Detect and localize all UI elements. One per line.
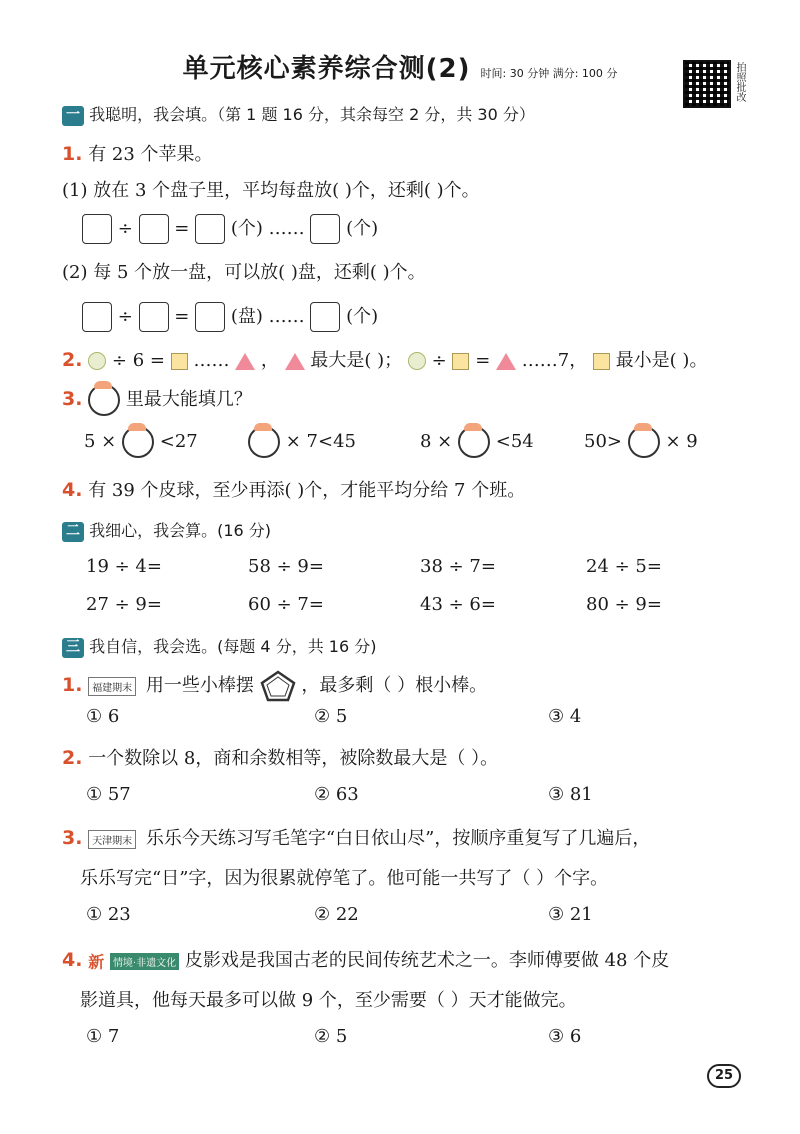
unit: (个): [346, 306, 379, 327]
answer-box[interactable]: [195, 214, 225, 244]
q1-3-expr1: [84, 426, 198, 458]
q1-1: [62, 140, 213, 166]
q1-3-expr4: [584, 426, 698, 458]
question-number: 4.: [62, 949, 83, 971]
answer-box[interactable]: [82, 214, 112, 244]
option[interactable]: ② 5: [314, 1026, 348, 1047]
expr-part: ÷ 6 =: [111, 350, 165, 371]
q3-2: [62, 744, 498, 770]
question-number: 3.: [62, 388, 83, 410]
unit: (个): [230, 218, 263, 239]
op-equals: =: [174, 218, 190, 239]
exam-meta: 时间: 30 分钟 满分: 100 分: [480, 67, 618, 80]
section-1-header: [62, 102, 535, 126]
expr-part: 最大是( )；: [310, 350, 403, 371]
answer-box[interactable]: [139, 214, 169, 244]
section-2-title: 我细心，我会算。(16 分): [89, 521, 272, 540]
expr-part: ÷: [431, 350, 447, 371]
calc-item: 58 ÷ 9=: [248, 556, 324, 577]
question-text: 用一些小棒摆: [145, 675, 254, 696]
unit: (盘): [230, 306, 263, 327]
pentagon-icon: [260, 670, 296, 702]
answer-box[interactable]: [310, 214, 340, 244]
expr-part: × 9: [665, 431, 698, 452]
option[interactable]: ② 63: [314, 784, 359, 805]
answer-ring[interactable]: [122, 426, 154, 458]
square-shape-icon: [171, 353, 188, 370]
section-1-title: 我聪明，我会填。（第 1 题 16 分，其余每空 2 分，共 30 分）: [89, 105, 535, 124]
calc-item: 80 ÷ 9=: [586, 594, 662, 615]
op-equals: =: [174, 306, 190, 327]
expr-part: <27: [159, 431, 198, 452]
answer-box[interactable]: [139, 302, 169, 332]
answer-ring[interactable]: [628, 426, 660, 458]
answer-ring[interactable]: [248, 426, 280, 458]
option[interactable]: ③ 6: [548, 1026, 582, 1047]
question-number: 3.: [62, 827, 83, 849]
q3-3-line2: 乐乐写完“日”字，因为很累就停笔了。他可能一共写了（ ）个字。: [80, 868, 609, 889]
option[interactable]: ① 7: [86, 1026, 120, 1047]
option[interactable]: ③ 21: [548, 904, 593, 925]
answer-ring[interactable]: [458, 426, 490, 458]
q1-1-equation1: [82, 214, 378, 244]
section-1-icon: 一: [62, 106, 84, 126]
q1-2: [62, 346, 707, 372]
question-number: 2.: [62, 747, 83, 769]
qr-label: 拍照批改: [734, 62, 745, 102]
calc-item: 60 ÷ 7=: [248, 594, 324, 615]
q1-3-expr3: [420, 426, 534, 458]
section-3-icon: 三: [62, 638, 84, 658]
question-text: 有 39 个皮球，至少再添( )个，才能平均分给 7 个班。: [88, 480, 526, 501]
expr-part: ，: [260, 350, 279, 371]
option[interactable]: ② 5: [314, 706, 348, 727]
context-tag: 情境·非遗文化: [110, 953, 179, 970]
q1-1-part1: (1) 放在 3 个盘子里，平均每盘放( )个，还剩( )个。: [62, 180, 480, 201]
square-shape-icon: [593, 353, 610, 370]
q3-4-line1: [62, 946, 669, 973]
qr-code-icon[interactable]: [683, 60, 731, 108]
q1-1-equation2: [82, 302, 378, 332]
source-tag: 福建期末: [88, 677, 136, 696]
square-shape-icon: [452, 353, 469, 370]
circle-shape-icon: [88, 352, 106, 370]
answer-box[interactable]: [82, 302, 112, 332]
question-number: 4.: [62, 479, 83, 501]
q3-1: [62, 670, 487, 702]
expr-part: 最小是( )。: [615, 350, 708, 371]
triangle-shape-icon: [496, 353, 516, 370]
answer-box[interactable]: [195, 302, 225, 332]
question-text: 里最大能填几？: [125, 389, 252, 410]
expr-part: ……7，: [521, 350, 588, 371]
op-divide: ÷: [117, 306, 133, 327]
q1-3-expr2: [248, 426, 356, 458]
answer-box[interactable]: [310, 302, 340, 332]
question-number: 1.: [62, 143, 83, 165]
q3-3-line1: [62, 824, 650, 850]
question-number: 2.: [62, 349, 83, 371]
option[interactable]: ③ 81: [548, 784, 593, 805]
q3-4-line2: 影道具，他每天最多可以做 9 个，至少需要（ ）天才能做完。: [80, 990, 577, 1011]
remainder-dots: ……: [268, 218, 305, 239]
question-text: ，最多剩（ ）根小棒。: [301, 675, 488, 696]
expr-part: 8 ×: [420, 431, 453, 452]
question-text: 皮影戏是我国古老的民间传统艺术之一。李师傅要做 48 个皮: [184, 950, 670, 971]
option[interactable]: ① 6: [86, 706, 120, 727]
question-text: 乐乐今天练习写毛笔字“白日依山尽”，按顺序重复写了几遍后，: [145, 828, 651, 849]
question-text: 有 23 个苹果。: [88, 144, 213, 165]
option[interactable]: ① 23: [86, 904, 131, 925]
page-number: 25: [707, 1064, 741, 1088]
calc-item: 24 ÷ 5=: [586, 556, 662, 577]
expr-part: ……: [193, 350, 230, 371]
title-text: 单元核心素养综合测(2): [182, 54, 471, 84]
option[interactable]: ① 57: [86, 784, 131, 805]
unit: (个): [346, 218, 379, 239]
calc-item: 19 ÷ 4=: [86, 556, 162, 577]
question-number: 1.: [62, 674, 83, 696]
expr-part: 50>: [584, 431, 622, 452]
calc-item: 43 ÷ 6=: [420, 594, 496, 615]
section-3-title: 我自信，我会选。(每题 4 分，共 16 分): [89, 637, 377, 656]
section-3-header: [62, 634, 376, 658]
op-divide: ÷: [117, 218, 133, 239]
expr-part: <54: [495, 431, 534, 452]
question-text: 一个数除以 8，商和余数相等，被除数最大是（ ）。: [88, 748, 499, 769]
section-2-icon: 二: [62, 522, 84, 542]
triangle-shape-icon: [235, 353, 255, 370]
source-tag: 天津期末: [88, 830, 136, 849]
expr-part: =: [475, 350, 491, 371]
remainder-dots: ……: [268, 306, 305, 327]
expr-part: 5 ×: [84, 431, 117, 452]
expr-part: × 7<45: [285, 431, 356, 452]
option[interactable]: ② 22: [314, 904, 359, 925]
new-tag: 新: [88, 952, 105, 972]
calc-item: 27 ÷ 9=: [86, 594, 162, 615]
circle-shape-icon: [408, 352, 426, 370]
q1-1-part2: (2) 每 5 个放一盘，可以放( )盘，还剩( )个。: [62, 262, 426, 283]
calc-item: 38 ÷ 7=: [420, 556, 496, 577]
option[interactable]: ③ 4: [548, 706, 582, 727]
q1-4: [62, 476, 525, 502]
blank-ring-icon: [88, 384, 120, 416]
q1-3: [62, 384, 252, 416]
page-title: [0, 48, 800, 85]
section-2-header: [62, 518, 271, 542]
triangle-shape-icon: [285, 353, 305, 370]
